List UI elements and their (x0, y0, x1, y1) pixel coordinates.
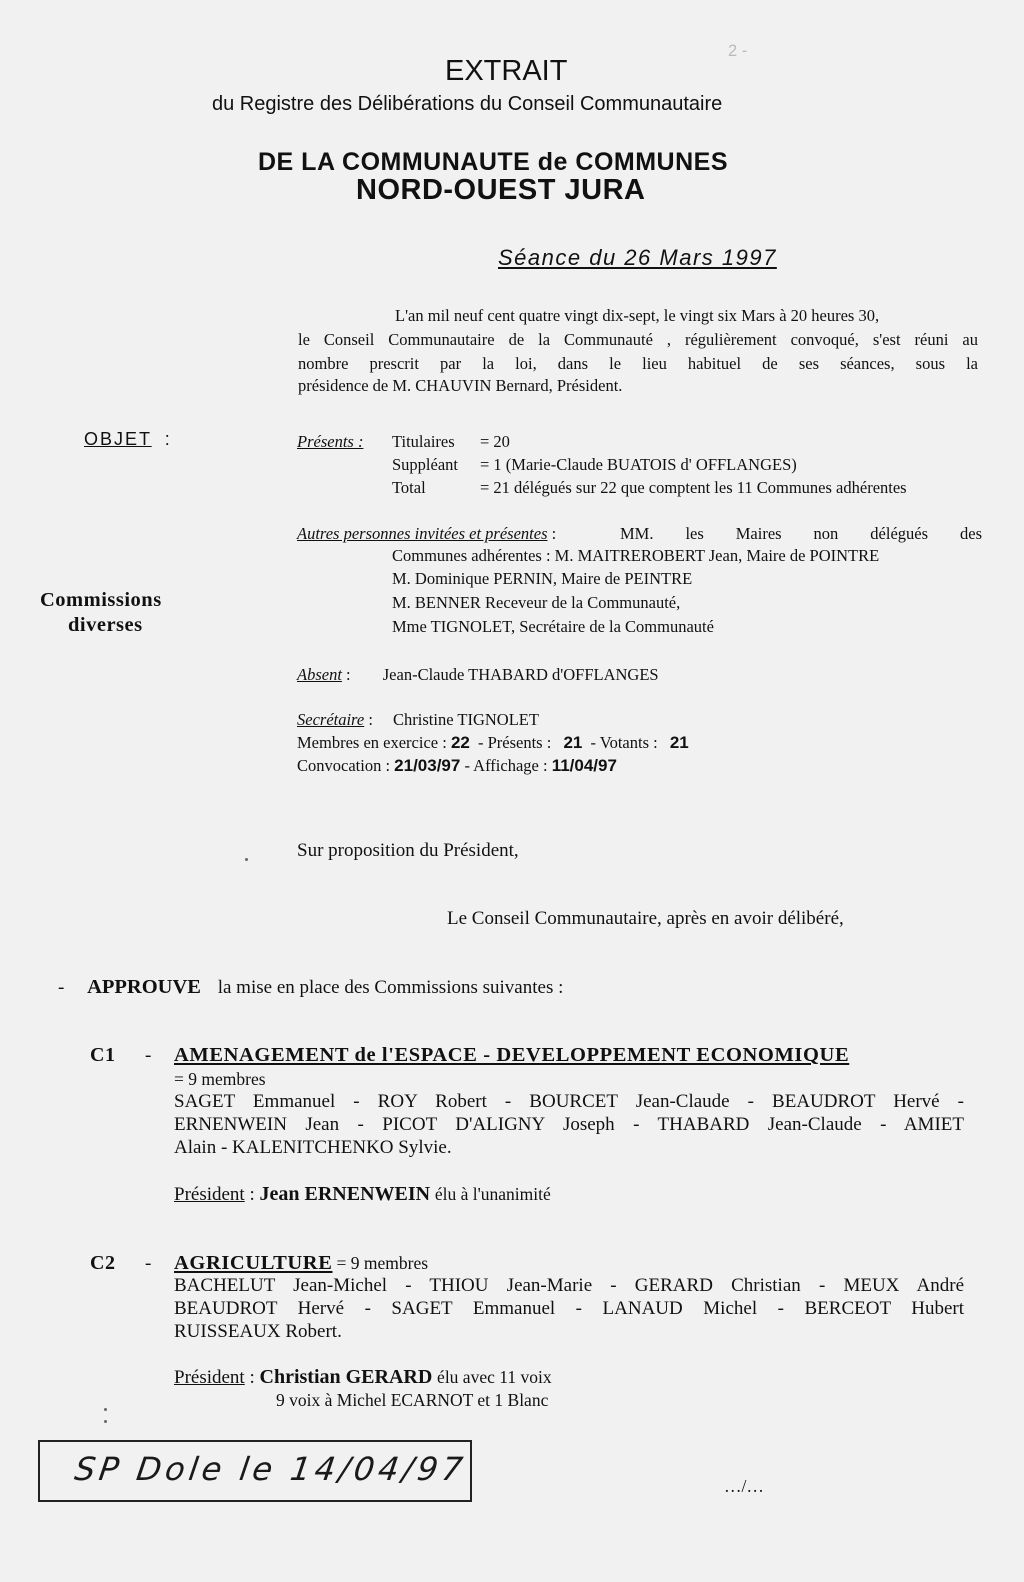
objet-label-text: OBJET (84, 429, 152, 449)
titulaires-value: = 20 (480, 432, 510, 451)
membres-votants-label: - Votants : (590, 733, 658, 752)
objet-colon: : (164, 429, 172, 449)
c2-president-label: Président (174, 1367, 245, 1388)
autres-line-3: M. Dominique PERNIN, Maire de PEINTRE (392, 569, 693, 588)
membres-row (297, 733, 689, 753)
secretaire-colon: : (368, 710, 373, 729)
c1-president-colon: : (249, 1184, 255, 1205)
c1-president-row (174, 1183, 551, 1206)
membres-label: Membres en exercice : (297, 733, 447, 752)
c2-dash: - (145, 1253, 152, 1274)
approuve-text: la mise en place des Commissions suivantes : (217, 977, 564, 998)
c1-president-name: Jean ERNENWEIN (259, 1183, 431, 1205)
autres-line-5: Mme TIGNOLET, Secrétaire de la Communauté (392, 617, 714, 636)
c1-names-line-2: ERNENWEIN Jean - PICOT D'ALIGNY Joseph - THABARD Jean-Claude - AMIET (174, 1114, 964, 1135)
c2-names-line-3: RUISSEAUX Robert. (174, 1321, 342, 1342)
secretaire-label: Secrétaire (297, 710, 365, 729)
intro-line-2: le Conseil Communautaire de la Communauté , régulièrement convoqué, s'est réuni au (298, 330, 978, 349)
objet-value-line-1: Commissions (40, 589, 162, 611)
organization-name: NORD-OUEST JURA (356, 174, 646, 206)
document-subtitle: du Registre des Délibérations du Conseil Communautaire (212, 93, 723, 115)
convocation-label: Convocation : (297, 756, 391, 775)
total-label: Total (392, 478, 426, 497)
organization-heading: DE LA COMMUNAUTE de COMMUNES (258, 148, 729, 176)
c1-names-line-3: Alain - KALENITCHENKO Sylvie. (174, 1137, 452, 1158)
membres-votants: 21 (669, 733, 689, 752)
autres-line-4: M. BENNER Receveur de la Communauté, (392, 593, 681, 612)
conseil-text: Le Conseil Communautaire, après en avoir délibéré, (447, 908, 844, 929)
c2-membres: = 9 membres (336, 1253, 429, 1273)
autres-line-1: MM. les Maires non délégués des (620, 524, 982, 543)
membres-exercice: 22 (450, 733, 470, 752)
suppleant-label: Suppléant (392, 455, 458, 474)
c2-title-row (174, 1252, 428, 1275)
c2-title: AGRICULTURE (174, 1252, 333, 1274)
c2-president-vote: élu avec 11 voix (437, 1367, 552, 1387)
scan-speck (104, 1408, 107, 1411)
autres-label-text: Autres personnes invitées et présentes (297, 524, 548, 543)
secretaire-value: Christine TIGNOLET (393, 710, 539, 729)
approuve-dash: - (58, 977, 65, 998)
c2-names-line-1: BACHELUT Jean-Michel - THIOU Jean-Marie - GERARD Christian - MEUX André (174, 1275, 964, 1296)
c1-code: C1 (90, 1044, 116, 1066)
c2-president-name: Christian GERARD (259, 1366, 433, 1388)
intro-line-4: présidence de M. CHAUVIN Bernard, Président. (298, 376, 623, 395)
objet-value-line-2: diverses (68, 614, 143, 636)
continued-mark: …/… (724, 1476, 764, 1496)
c1-dash: - (145, 1045, 152, 1066)
membres-presents: 21 (563, 733, 583, 752)
objet-value (40, 588, 162, 638)
autres-colon: : (551, 524, 557, 543)
suppleant-value: = 1 (Marie-Claude BUATOIS d' OFFLANGES) (480, 455, 797, 474)
session-date: Séance du 26 Mars 1997 (498, 245, 777, 270)
document-title: EXTRAIT (445, 55, 568, 87)
c2-president-colon: : (249, 1367, 255, 1388)
absent-colon: : (346, 665, 351, 684)
c2-vote-detail: 9 voix à Michel ECARNOT et 1 Blanc (276, 1390, 549, 1410)
titulaires-label: Titulaires (392, 432, 455, 451)
secretaire-row (297, 710, 539, 730)
c2-names-line-2: BEAUDROT Hervé - SAGET Emmanuel - LANAUD Michel - BERCEOT Hubert (174, 1298, 964, 1319)
c1-president-label: Président (174, 1184, 245, 1205)
objet-label (84, 429, 172, 450)
scan-speck (245, 858, 248, 861)
page-mark: 2 - (728, 42, 748, 60)
presents-label: Présents : (297, 432, 364, 451)
c1-names-line-1: SAGET Emmanuel - ROY Robert - BOURCET Jean-Claude - BEAUDROT Hervé - (174, 1091, 964, 1112)
c1-membres: = 9 membres (174, 1069, 266, 1089)
convocation-date: 21/03/97 (394, 756, 461, 775)
c2-code: C2 (90, 1252, 116, 1274)
c2-president-row (174, 1366, 552, 1389)
proposition-text: Sur proposition du Président, (297, 840, 519, 861)
c1-president-vote: élu à l'unanimité (434, 1184, 551, 1204)
approuve-row (58, 976, 563, 999)
membres-presents-label: - Présents : (477, 733, 552, 752)
absent-value: Jean-Claude THABARD d'OFFLANGES (382, 665, 659, 684)
absent-row (297, 665, 659, 685)
c1-title: AMENAGEMENT de l'ESPACE - DEVELOPPEMENT ECONOMIQUE (174, 1044, 850, 1066)
total-value: = 21 délégués sur 22 que comptent les 11 Communes adhérentes (480, 478, 907, 497)
autres-line-2: Communes adhérentes : M. MAITREROBERT Jean, Maire de POINTRE (392, 546, 880, 565)
affichage-date: 11/04/97 (551, 756, 617, 775)
autres-label (297, 524, 556, 544)
approuve-verb: APPROUVE (87, 976, 201, 998)
intro-line-3: nombre prescrit par la loi, dans le lieu habituel de ses séances, sous la (298, 354, 978, 373)
intro-line-1: L'an mil neuf cent quatre vingt dix-sept, le vingt six Mars à 20 heures 30, (395, 306, 880, 325)
scan-speck (104, 1420, 107, 1423)
handwritten-stamp-text: SP Dole le 14/04/97 (72, 1450, 469, 1488)
affichage-label: - Affichage : (464, 756, 548, 775)
convocation-row (297, 756, 617, 776)
absent-label: Absent (297, 665, 342, 684)
